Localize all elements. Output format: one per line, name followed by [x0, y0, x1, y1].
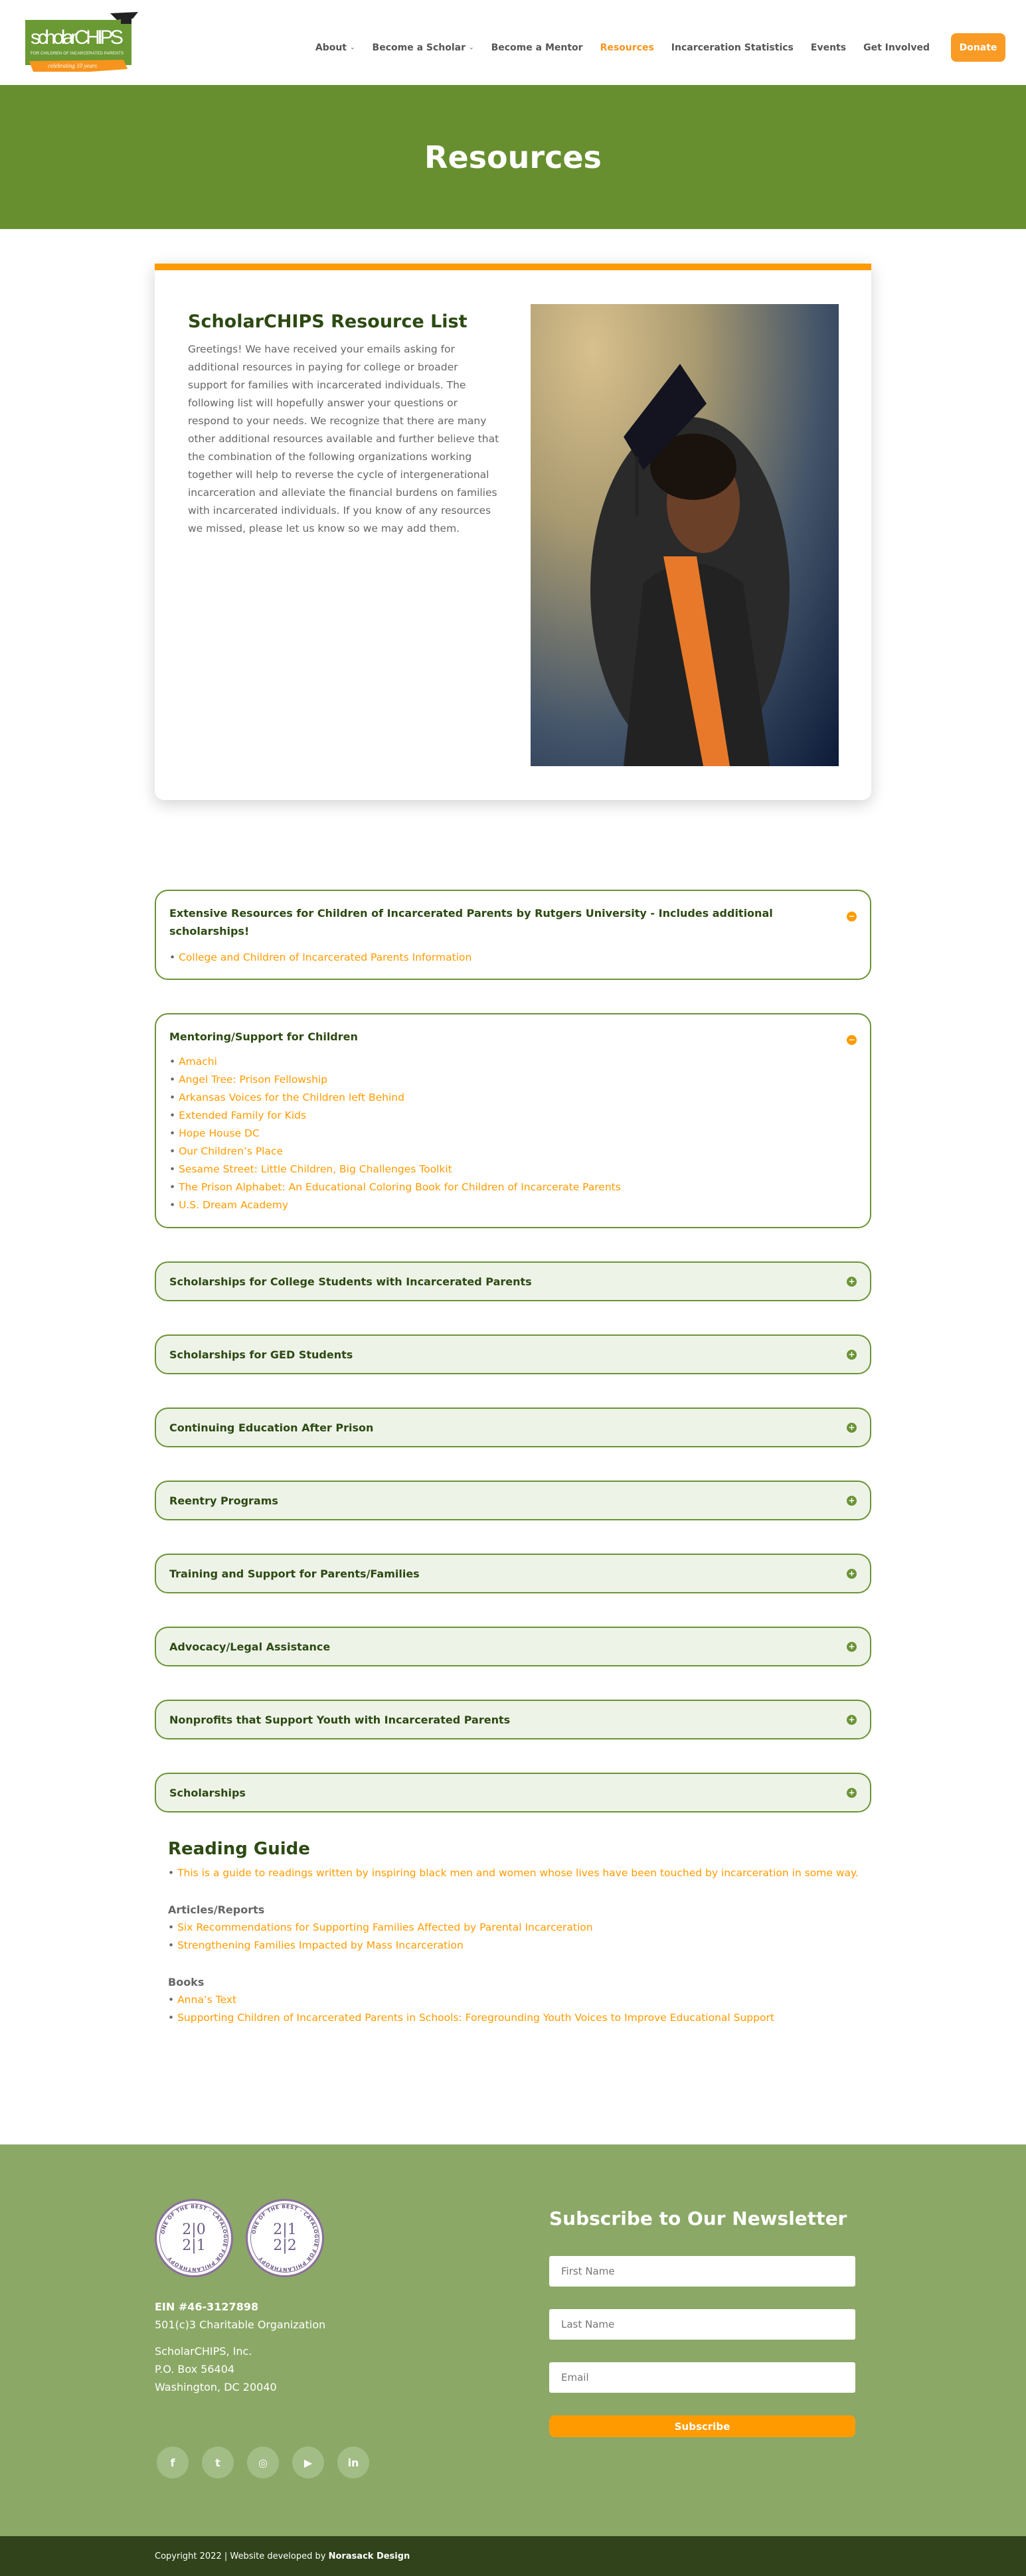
- address-line: ScholarCHIPS, Inc.: [155, 2345, 252, 2358]
- last-name-input[interactable]: [549, 2309, 855, 2340]
- expand-icon[interactable]: +: [847, 1277, 857, 1287]
- resource-link[interactable]: • Hope House DC: [169, 1125, 621, 1143]
- expand-icon[interactable]: +: [847, 1788, 857, 1798]
- address-line: Washington, DC 20040: [155, 2381, 277, 2393]
- reading-guide-title: Reading Guide: [168, 1839, 310, 1859]
- hero-banner: [0, 85, 1026, 229]
- accordion-title[interactable]: Advocacy/Legal Assistance: [169, 1641, 331, 1653]
- expand-icon[interactable]: +: [847, 1350, 857, 1360]
- resource-link[interactable]: • Sesame Street: Little Children, Big Challenges Toolkit: [169, 1161, 621, 1178]
- page-title: Resources: [424, 139, 602, 175]
- youtube-icon[interactable]: ▶: [292, 2447, 324, 2478]
- email-input[interactable]: [549, 2362, 855, 2393]
- accordion-title[interactable]: Reentry Programs: [169, 1494, 278, 1507]
- collapse-icon[interactable]: −: [847, 912, 857, 922]
- intro-body: Greetings! We have received your emails asking for additional resources in paying for college or broader support for families with incarcerated individuals. The following list will hopefully answer your questions or respond to your needs. We recognize that there are many other additional resources available and further believe that the combination of the following organizations working together will help to reverse the cycle of intergenerational incarceration and alleviate the financial burdens on families with incarcerated individuals. If you know of any resources we missed, please let us know so we may add them.: [188, 343, 499, 534]
- articles-list: [168, 1919, 865, 1955]
- nav-become-a-scholar[interactable]: [373, 42, 474, 53]
- book-link[interactable]: • Supporting Children of Incarcerated Parents in Schools: Foregrounding Youth Voices to Improve Educational Support: [168, 2009, 865, 2027]
- article-link[interactable]: • Six Recommendations for Supporting Families Affected by Parental Incarceration: [168, 1919, 865, 1937]
- accordion-reentry[interactable]: [155, 1481, 871, 1520]
- resource-link[interactable]: • U.S. Dream Academy: [169, 1196, 621, 1214]
- ein: EIN #46-3127898: [155, 2300, 259, 2313]
- chevron-down-icon: ⌄: [350, 44, 355, 51]
- accordion-continuing-education[interactable]: [155, 1408, 871, 1447]
- nav-events[interactable]: Events: [810, 42, 847, 53]
- accordion-scholarships[interactable]: [155, 1773, 871, 1812]
- nav-incarceration-statistics[interactable]: Incarceration Statistics: [671, 42, 794, 53]
- accordion-title[interactable]: Training and Support for Parents/Families: [169, 1568, 420, 1580]
- expand-icon[interactable]: +: [847, 1642, 857, 1652]
- expand-icon[interactable]: +: [847, 1715, 857, 1725]
- nav-get-involved[interactable]: Get Involved: [863, 42, 930, 53]
- first-name-input[interactable]: [549, 2256, 855, 2287]
- badge-ring-text-label: ONE OF THE BEST · CATALOGUE FOR PHILANTHROPY: [250, 2203, 320, 2273]
- developer-link[interactable]: Norasack Design: [328, 2551, 410, 2561]
- expand-icon[interactable]: +: [847, 1496, 857, 1506]
- accordion-ged-scholarships[interactable]: [155, 1334, 871, 1374]
- resource-link[interactable]: • Our Children’s Place: [169, 1143, 621, 1161]
- expand-icon[interactable]: +: [847, 1423, 857, 1433]
- badge-year: 2|0: [182, 2221, 206, 2238]
- badge-year: 2|1: [273, 2221, 297, 2238]
- badge-ring-text-label: ONE OF THE BEST · CATALOGUE FOR PHILANTHROPY: [159, 2203, 229, 2273]
- badge-year: 2|1: [182, 2237, 206, 2254]
- reading-guide-intro-list: [168, 1864, 865, 1882]
- resource-link[interactable]: • Arkansas Voices for the Children left Behind: [169, 1089, 621, 1107]
- svg-text:celebrating 10 years: celebrating 10 years: [48, 62, 97, 69]
- books-heading: Books: [168, 1976, 205, 1988]
- accordion-rutgers: [155, 890, 871, 980]
- nav-become-a-mentor[interactable]: Become a Mentor: [491, 42, 583, 53]
- collapse-icon[interactable]: −: [847, 1035, 857, 1045]
- graduate-photo: [531, 304, 839, 766]
- resource-link[interactable]: • College and Children of Incarcerated Parents Information: [169, 949, 471, 967]
- resource-link[interactable]: • Extended Family for Kids: [169, 1107, 621, 1125]
- org-type: 501(c)3 Charitable Organization: [155, 2318, 326, 2331]
- article-link[interactable]: • Strengthening Families Impacted by Mass Incarceration: [168, 1937, 865, 1955]
- reading-guide-link[interactable]: • This is a guide to readings written by inspiring black men and women whose lives have been touched by incarceration in some way.: [168, 1864, 865, 1882]
- address-line: P.O. Box 56404: [155, 2363, 235, 2375]
- newsletter-title: Subscribe to Our Newsletter: [549, 2208, 847, 2229]
- copyright-bar: [0, 2536, 1026, 2576]
- intro-card: [155, 264, 871, 800]
- nav-label: About: [315, 42, 347, 53]
- chevron-down-icon: ⌄: [469, 44, 474, 51]
- footer: [0, 2144, 1026, 2536]
- nav-resources[interactable]: Resources: [600, 42, 654, 53]
- site-header: [0, 0, 1026, 85]
- twitter-icon[interactable]: t: [202, 2447, 234, 2478]
- accordion-title[interactable]: Nonprofits that Support Youth with Incarcerated Parents: [169, 1714, 511, 1726]
- badge-year: 2|2: [273, 2237, 297, 2254]
- accordion-title[interactable]: Scholarships for GED Students: [169, 1348, 353, 1361]
- resource-link[interactable]: • The Prison Alphabet: An Educational Coloring Book for Children of Incarcerate Parents: [169, 1178, 621, 1196]
- facebook-icon[interactable]: f: [157, 2447, 189, 2478]
- subscribe-button[interactable]: Subscribe: [549, 2415, 855, 2437]
- book-link[interactable]: • Anna’s Text: [168, 1991, 865, 2009]
- expand-icon[interactable]: +: [847, 1569, 857, 1579]
- accordion-college-scholarships[interactable]: [155, 1261, 871, 1301]
- articles-heading: Articles/Reports: [168, 1903, 265, 1916]
- instagram-icon[interactable]: ◎: [247, 2447, 279, 2478]
- resource-link[interactable]: • Amachi: [169, 1053, 621, 1071]
- linkedin-icon[interactable]: in: [337, 2447, 369, 2478]
- accordion-links: [169, 949, 471, 967]
- main-nav: [315, 33, 1005, 62]
- books-list: [168, 1991, 865, 2027]
- accordion-title[interactable]: Continuing Education After Prison: [169, 1421, 374, 1434]
- accordion-nonprofits[interactable]: [155, 1700, 871, 1739]
- svg-text:scholarCHIPS: scholarCHIPS: [31, 27, 124, 48]
- reading-guide: [168, 1839, 865, 2027]
- nav-label: Become a Scholar: [372, 42, 466, 53]
- accordion-advocacy[interactable]: [155, 1627, 871, 1666]
- intro-title: ScholarCHIPS Resource List: [188, 311, 468, 332]
- nav-about[interactable]: [315, 42, 355, 53]
- logo[interactable]: [24, 8, 150, 78]
- accordion-parents-families[interactable]: [155, 1554, 871, 1593]
- accordion-title[interactable]: Scholarships: [169, 1787, 246, 1799]
- accordion-title[interactable]: Scholarships for College Students with Incarcerated Parents: [169, 1275, 532, 1288]
- accordion-title[interactable]: Extensive Resources for Children of Incarcerated Parents by Rutgers University - Includes additional scholarships!: [169, 907, 773, 937]
- svg-text:FOR CHILDREN OF INCARCERATED P: FOR CHILDREN OF INCARCERATED PARENTS: [31, 52, 124, 56]
- accordion-title[interactable]: Mentoring/Support for Children: [169, 1030, 358, 1043]
- accordion-links: [169, 1053, 621, 1214]
- catalogue-philanthropy-badge-2020-21: [155, 2199, 233, 2277]
- accordion-mentoring: [155, 1013, 871, 1228]
- catalogue-philanthropy-badge-2021-22: [246, 2199, 324, 2277]
- resource-link[interactable]: • Angel Tree: Prison Fellowship: [169, 1071, 621, 1089]
- donate-button[interactable]: Donate: [951, 33, 1005, 62]
- copyright-text: Copyright 2022 | Website developed by: [155, 2551, 329, 2561]
